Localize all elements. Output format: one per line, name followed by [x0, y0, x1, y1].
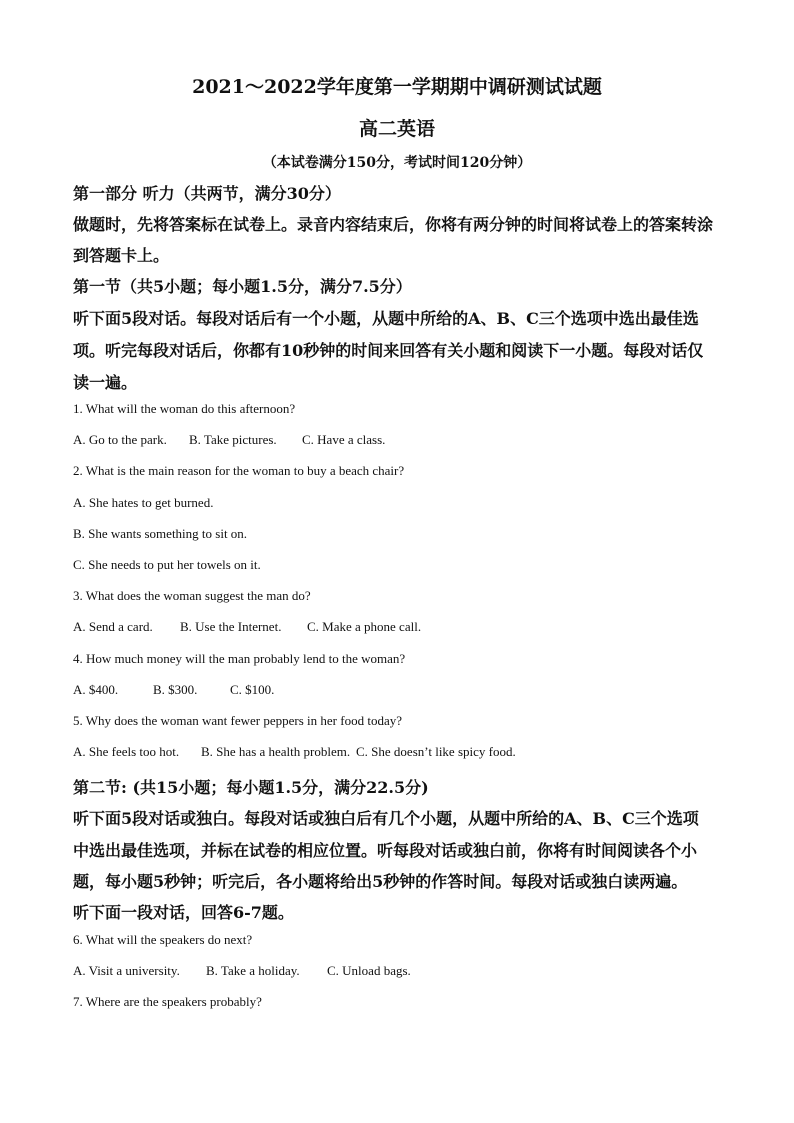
section1-instruction-line3: 读一遍。 [73, 373, 138, 392]
section1-heading: 第一节（共5小题；每小题1.5分，满分7.5分） [73, 277, 412, 296]
question-3-stem: 3. What does the woman suggest the man do? [73, 588, 311, 603]
section2-instruction-line3: 题，每小题5秒钟；听完后，各小题将给出5秒钟的作答时间。每段对话或独白读两遍。 [73, 872, 688, 891]
question-7-stem: 7. Where are the speakers probably? [73, 994, 262, 1009]
question-3-options [73, 619, 421, 635]
question-5-option-c: C. She doesn’t like spicy food. [356, 744, 516, 759]
question-4-options [73, 682, 274, 698]
question-6-option-c: C. Unload bags. [327, 963, 411, 978]
question-4-option-a: A. $400. [73, 682, 119, 697]
question-1-options [73, 432, 385, 448]
part1-heading: 第一部分 听力（共两节，满分30分） [73, 184, 341, 203]
section2-heading: 第二节: (共15小题；每小题1.5分，满分22.5分) [73, 778, 429, 797]
question-6-options [73, 963, 411, 979]
question-1-option-b: B. Take pictures. [189, 432, 277, 447]
question-4-option-b: B. $300. [153, 682, 198, 697]
question-1-option-c: C. Have a class. [302, 432, 386, 447]
question-6-option-b: B. Take a holiday. [206, 963, 300, 978]
question-5-options [73, 744, 516, 760]
section2-instruction-line4: 听下面一段对话，回答6-7题。 [73, 903, 294, 922]
question-1-option-a: A. Go to the park. [73, 432, 167, 447]
question-4-stem: 4. How much money will the man probably lend to the woman? [73, 651, 406, 666]
part1-instruction-line2: 到答题卡上。 [73, 246, 170, 265]
question-2-option-a: A. She hates to get burned. [73, 495, 214, 510]
section2-instruction-line2: 中选出最佳选项，并标在试卷的相应位置。听每段对话或独白前，你将有时间阅读各个小 [73, 841, 698, 860]
part1-instruction-line1: 做题时，先将答案标在试卷上。录音内容结束后，你将有两分钟的时间将试卷上的答案转涂 [73, 215, 714, 234]
question-4-option-c: C. $100. [230, 682, 275, 697]
question-2-option-c: C. She needs to put her towels on it. [73, 557, 261, 572]
question-5-option-a: A. She feels too hot. [73, 744, 180, 759]
exam-title: 2021～2022学年度第一学期期中调研测试试题 [192, 76, 602, 98]
question-5-stem: 5. Why does the woman want fewer peppers in her food today? [73, 713, 402, 728]
subject-title: 高二英语 [358, 118, 435, 140]
exam-note: （本试卷满分150分，考试时间120分钟） [262, 155, 532, 171]
section2-instruction-line1: 听下面5段对话或独白。每段对话或独白后有几个小题，从题中所给的A、B、C三个选项 [73, 809, 699, 828]
question-3-option-a: A. Send a card. [73, 619, 153, 634]
question-3-option-b: B. Use the Internet. [180, 619, 282, 634]
question-1-stem: 1. What will the woman do this afternoon? [73, 401, 296, 416]
question-6-stem: 6. What will the speakers do next? [73, 932, 253, 947]
question-6-option-a: A. Visit a university. [73, 963, 180, 978]
question-3-option-c: C. Make a phone call. [307, 619, 422, 634]
question-2-option-b: B. She wants something to sit on. [73, 526, 248, 541]
question-5-option-b: B. She has a health problem. [201, 744, 351, 759]
question-2-stem: 2. What is the main reason for the woman to buy a beach chair? [73, 463, 405, 478]
section1-instruction-line2: 项。听完每段对话后，你都有10秒钟的时间来回答有关小题和阅读下一小题。每段对话仅 [73, 341, 704, 360]
section1-instruction-line1: 听下面5段对话。每段对话后有一个小题，从题中所给的A、B、C三个选项中选出最佳选 [73, 309, 699, 328]
